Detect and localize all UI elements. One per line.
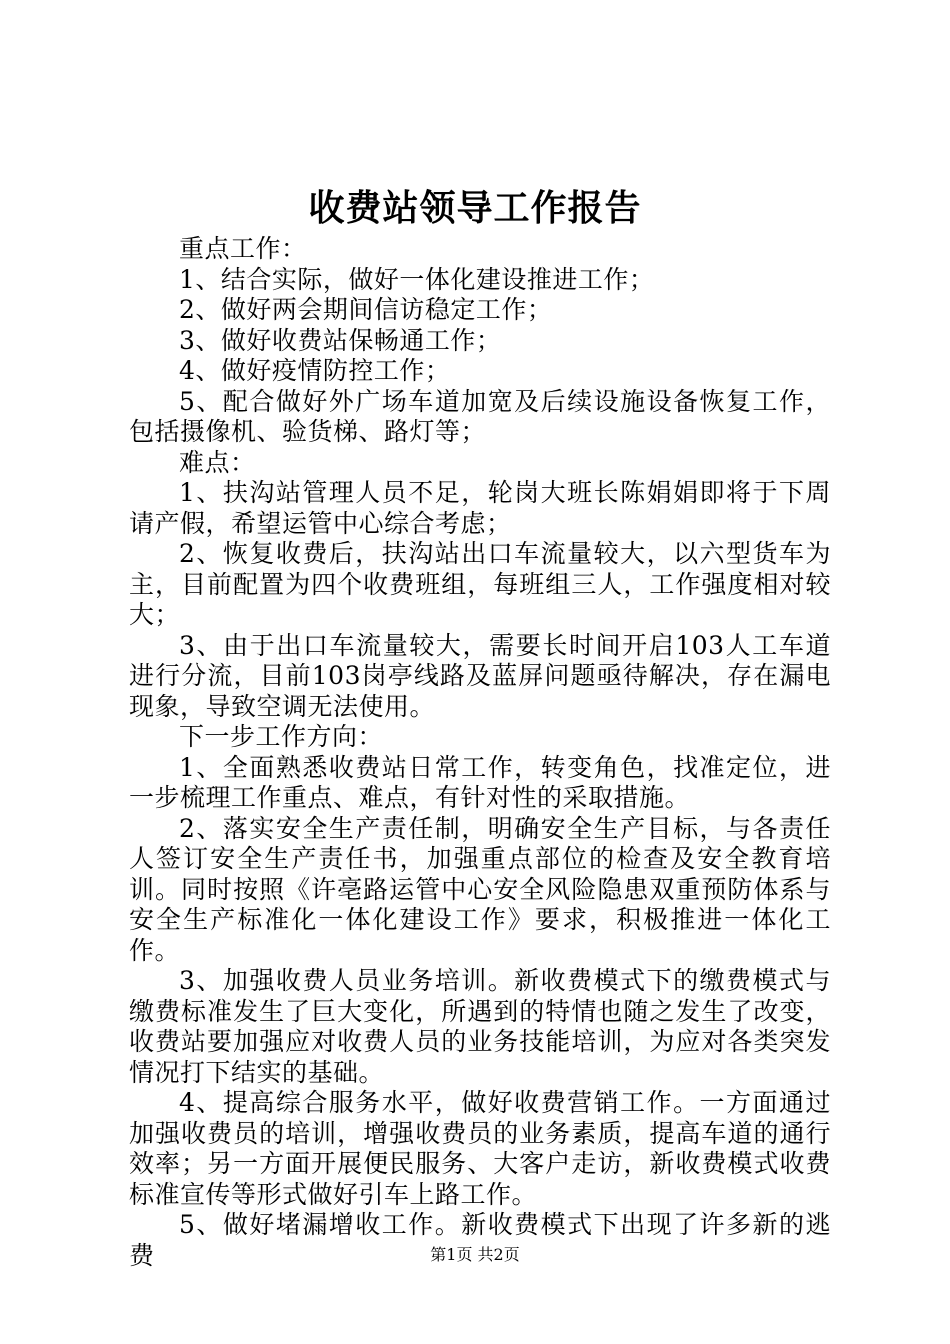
page-number-footer: 第1页 共2页 <box>430 1245 520 1264</box>
paragraph: 2、落实安全生产责任制，明确安全生产目标，与各责任人签订安全生产责任书，加强重点部位的检查及安全教育培训。同时按照《许亳路运管中心安全风险隐患双重预防体系与安全生产标准化一体化建设工作》要求，积极推进一体化工作。 <box>129 813 831 965</box>
page-title: 收费站领导工作报告 <box>308 187 642 229</box>
document-body <box>129 234 831 1271</box>
paragraph: 2、做好两会期间信访稳定工作； <box>179 295 553 324</box>
section-heading-next-steps: 下一步工作方向： <box>179 722 384 751</box>
paragraph: 1、结合实际，做好一体化建设推进工作； <box>179 264 655 294</box>
paragraph: 2、恢复收费后，扶沟站出口车流量较大，以六型货车为主，目前配置为四个收费班组，每班组三人，工作强度相对较大； <box>129 539 831 629</box>
paragraph: 1、全面熟悉收费站日常工作，转变角色，找准定位，进一步梳理工作重点、难点，有针对性的采取措施。 <box>129 752 831 812</box>
paragraph: 3、加强收费人员业务培训。新收费模式下的缴费模式与缴费标准发生了巨大变化，所遇到的特情也随之发生了改变，收费站要加强应对收费人员的业务技能培训，为应对各类突发情况打下结实的基础。 <box>129 966 831 1087</box>
paragraph: 5、做好堵漏增收工作。新收费模式下出现了许多新的逃费 <box>129 1210 831 1270</box>
paragraph: 1、扶沟站管理人员不足，轮岗大班长陈娟娟即将于下周请产假，希望运管中心综合考虑； <box>129 478 831 538</box>
paragraph: 4、做好疫情防控工作； <box>179 356 451 385</box>
section-heading-key-work: 重点工作： <box>179 234 307 263</box>
paragraph: 4、提高综合服务水平，做好收费营销工作。一方面通过加强收费员的培训，增强收费员的业务素质，提高车道的通行效率；另一方面开展便民服务、大客户走访，新收费模式收费标准宣传等形式做好引车上路工作。 <box>129 1088 831 1209</box>
section-heading-difficulties: 难点： <box>179 447 256 477</box>
paragraph: 3、由于出口车流量较大，需要长时间开启103人工车道进行分流，目前103岗亭线路及蓝屏问题亟待解决，存在漏电现象，导致空调无法使用。 <box>129 630 831 721</box>
paragraph: 5、配合做好外广场车道加宽及后续设施设备恢复工作，包括摄像机、验货梯、路灯等； <box>129 386 831 446</box>
paragraph: 3、做好收费站保畅通工作； <box>179 325 502 355</box>
